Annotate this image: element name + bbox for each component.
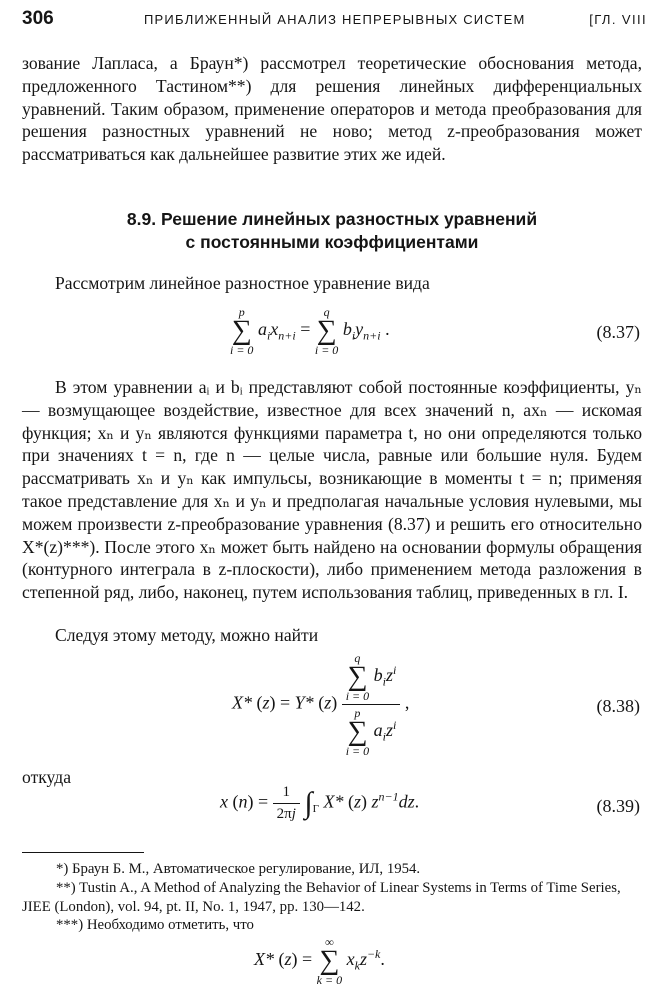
main-paragraph: В этом уравнении aᵢ и bᵢ представляют собой постоянные коэффициенты, yₙ — возмущающее воздействие, известное для всех значений n, axₙ — искомая функция; xₙ и yₙ являются функциями параметра t, но они определяются только при значениях t = n, где n — целые числа, равные или большие нуля. Будем рассматривать xₙ и yₙ как импульсы, возникающие в моменты t = n; применяя такое представление для xₙ и yₙ и предполагая начальные условия нулевыми, мы можем произвести z-преобразование уравнения (8.37) и решить его относительно X*(z)***). После этого xₙ может быть найдено на основании формулы обращения (контурного интеграла в z-плоскости), либо применением метода разложения в степенной ряд, либо, наконец, путем использования таблиц, приведенных в гл. I. (22, 377, 642, 603)
section-title-line2: с постоянными коэффициентами (185, 232, 479, 252)
running-title: ПРИБЛИЖЕННЫЙ АНАЛИЗ НЕПРЕРЫВНЫХ СИСТЕМ (144, 12, 526, 27)
whence-word: откуда (22, 767, 72, 787)
page-header (22, 8, 647, 34)
lead-in-sentence: Рассмотрим линейное разностное уравнение вида (55, 273, 430, 293)
equation-number: (8.39) (596, 796, 640, 816)
footnote-equation-body: X* (z) = ∞ ∑ k = 0 $x_kz^{-k}$. (254, 935, 385, 987)
equation-8-39 (22, 784, 642, 836)
footnote-2: **) Tustin A., A Method of Analyzing the Behavior of Linear Systems in Terms of Time Series, JIEE (London), vol. 94, pt. II, No. 1, 1947, pp. 130—142. (22, 880, 621, 915)
equation-8-38-body: X* (z) = Y* (z) q ∑ i = 0 $b_iz^i$ p ∑ i = 0 $a_iz^i$ , (232, 651, 410, 758)
equation-8-37-body: p ∑ i = 0 $a_ix_{n+i}$ = q ∑ i = 0 $b_iy_{n+i}$ . (230, 305, 390, 357)
method-sentence: Следуя этому методу, можно найти (55, 625, 319, 645)
footnote-1: *) Браун Б. М., Автоматическое регулирование, ИЛ, 1954. (56, 861, 421, 877)
section-title (22, 208, 642, 254)
equation-number: (8.38) (596, 696, 640, 716)
intro-paragraph: зование Лапласа, а Браун*) рассмотрел теоретические обоснования метода, предложенного Тастином**) для решения линейных дифференциальных уравнений. Таким образом, применение операторов и метода преобразования для решения разностных уравнений не ново; метод z-преобразования может рассматриваться как дальнейшее развитие этих же идей. (22, 53, 642, 165)
footnote-equation (22, 936, 642, 994)
footnote-3: ***) Необходимо отметить, что (56, 917, 254, 933)
equation-number: (8.37) (596, 322, 640, 342)
equation-8-38 (22, 652, 642, 762)
equation-8-37 (22, 306, 642, 362)
chapter-label: [ГЛ. VIII (589, 12, 647, 27)
section-title-line1: 8.9. Решение линейных разностных уравнений (126, 209, 538, 229)
footnote-separator (22, 852, 144, 853)
equation-8-39-body: x (n) = $\frac{1}{2\pi j}$ $\int_\Gamma$ X* (z) $z^{n-1}dz$. (220, 784, 420, 822)
page-number: 306 (22, 8, 54, 29)
